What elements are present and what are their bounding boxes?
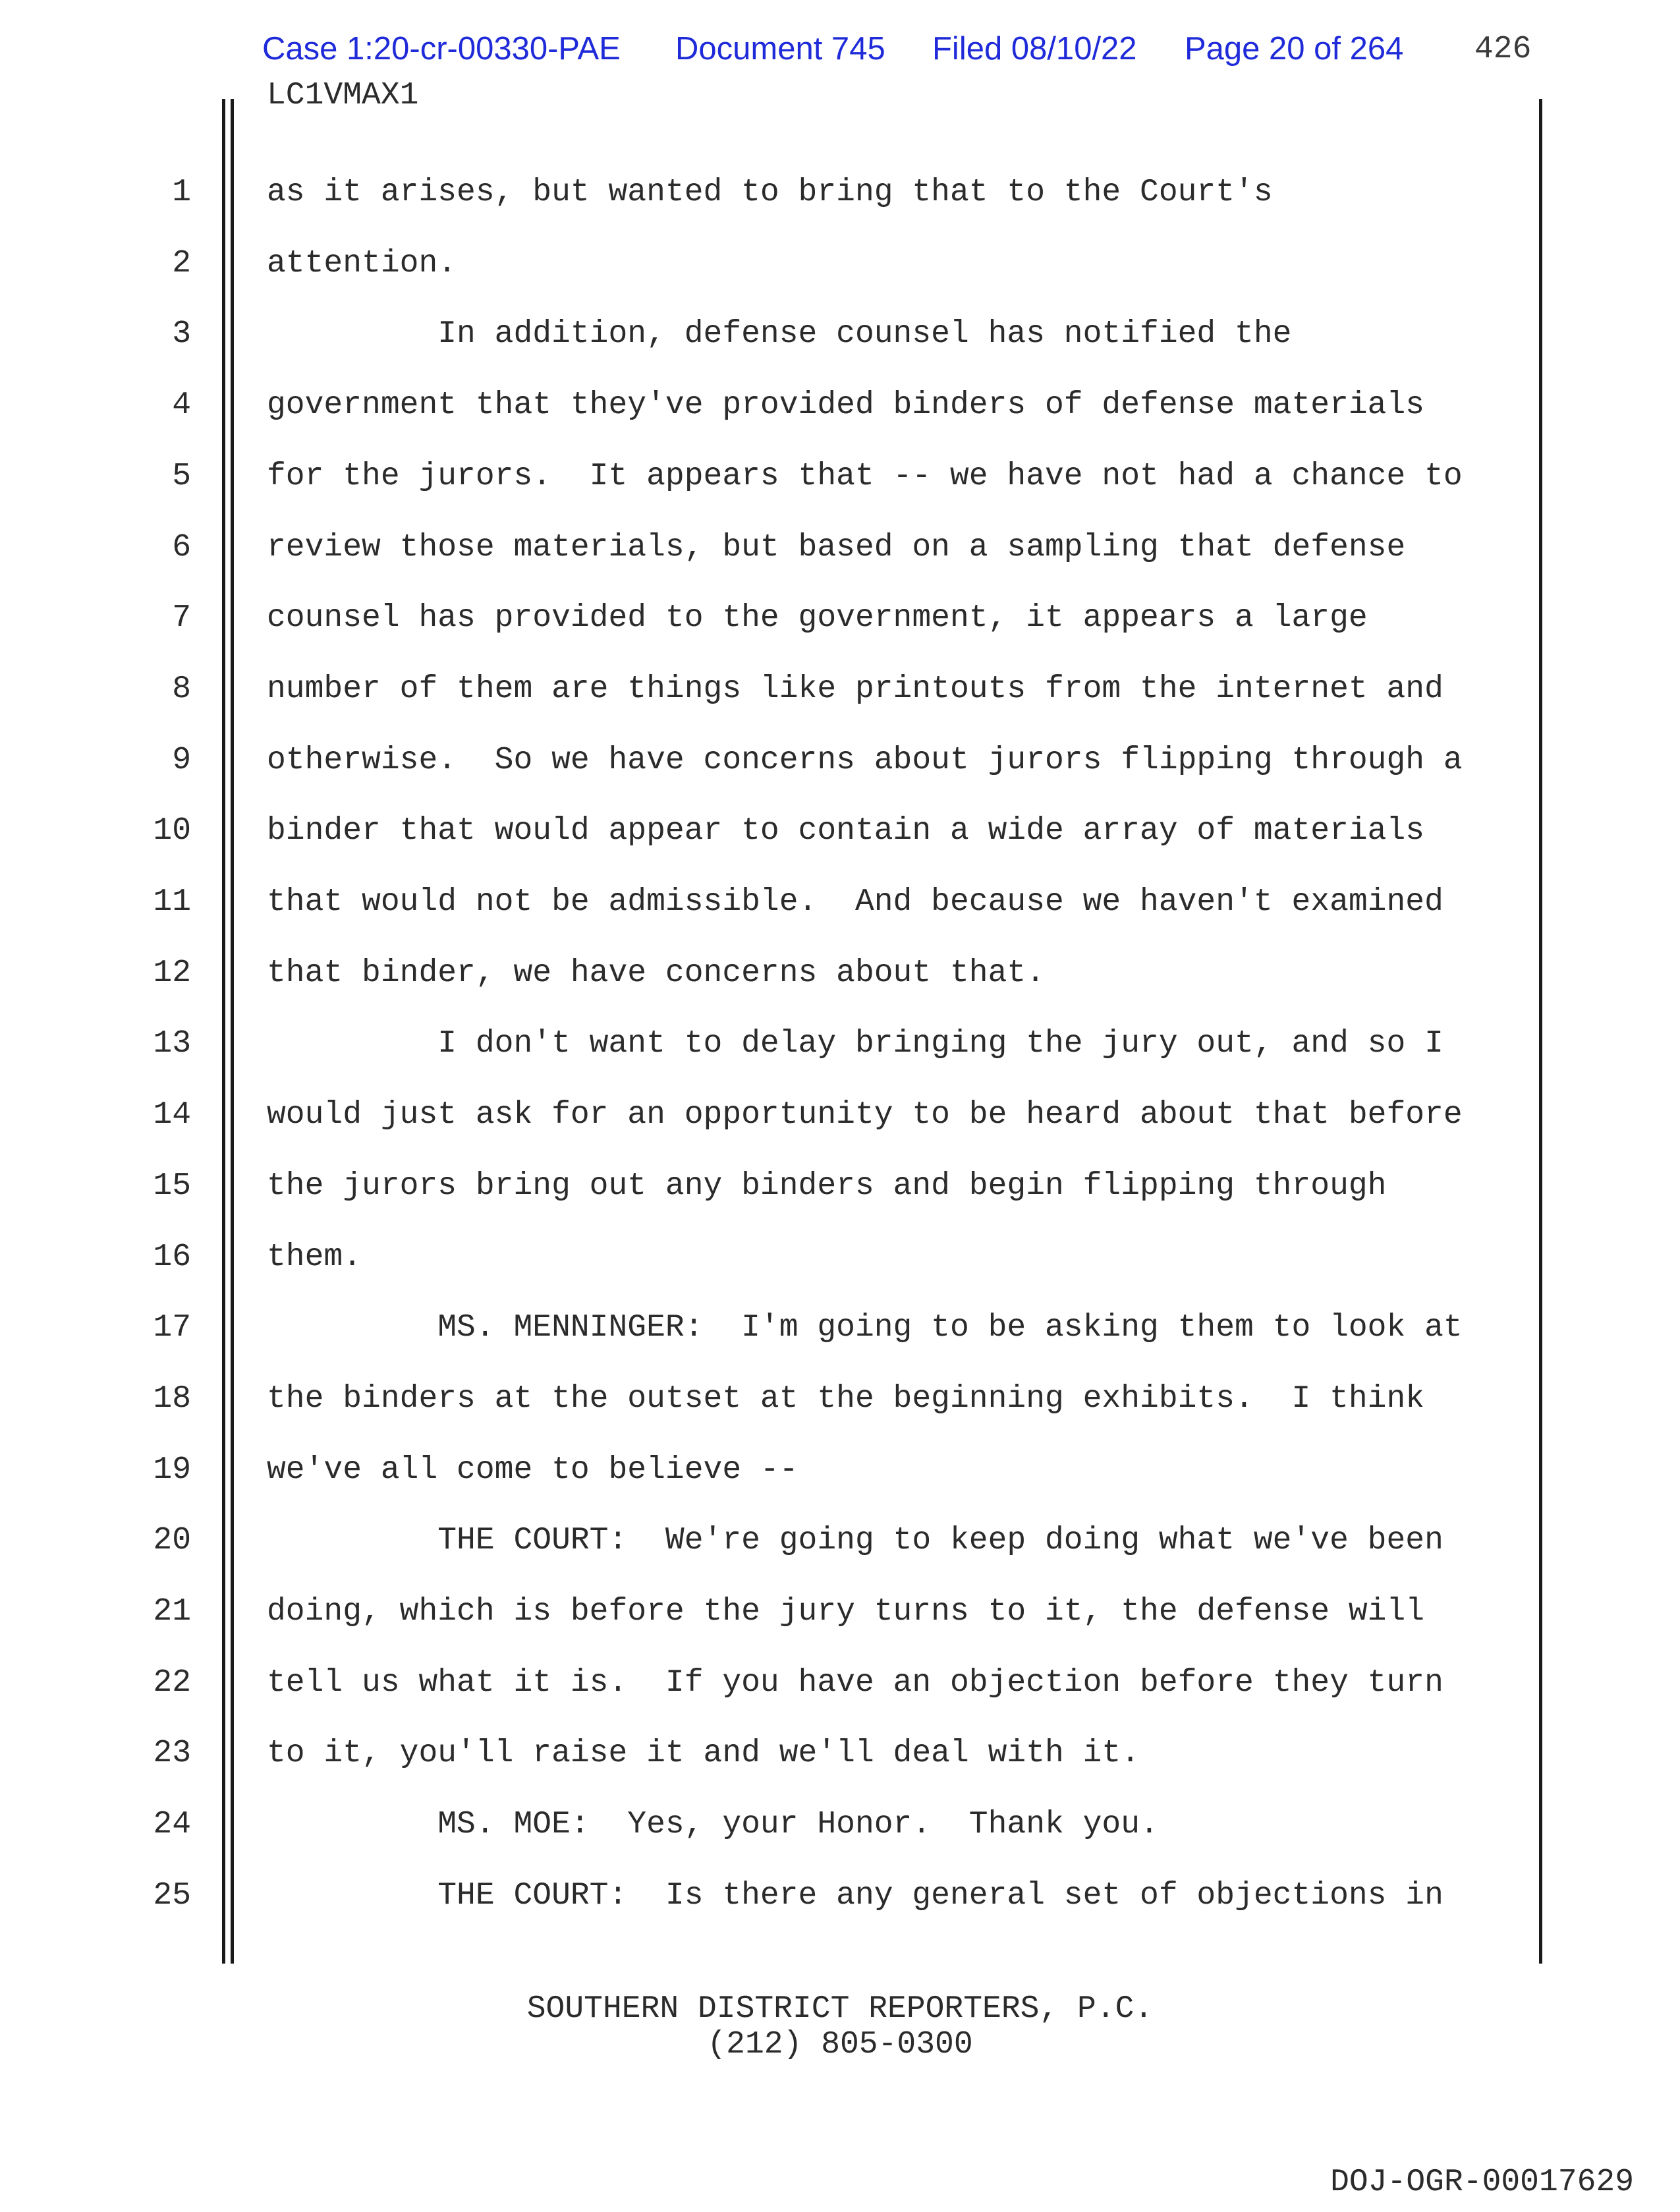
line-text: would just ask for an opportunity to be heard about that before [267, 1097, 1463, 1133]
reporter-phone: (212) 805-0300 [707, 2027, 973, 2062]
line-text: we've all come to believe -- [267, 1452, 798, 1488]
line-number: 1 [172, 175, 191, 210]
line-text: MS. MOE: Yes, your Honor. Thank you. [267, 1807, 1159, 1842]
line-number: 3 [172, 316, 191, 352]
page-count-link[interactable]: Page 20 of 264 [1185, 31, 1404, 67]
left-margin-rule-inner [231, 99, 234, 1964]
line-text: THE COURT: Is there any general set of objections in [267, 1878, 1443, 1914]
line-text: as it arises, but wanted to bring that to the Court's [267, 175, 1273, 210]
line-text: number of them are things like printouts from the internet and [267, 671, 1443, 707]
case-number-link[interactable]: Case 1:20-cr-00330-PAE [262, 31, 621, 67]
line-text: that would not be admissible. And because we haven't examined [267, 884, 1443, 920]
line-text: doing, which is before the jury turns to it, the defense will [267, 1594, 1425, 1630]
line-text: tell us what it is. If you have an objection before they turn [267, 1665, 1443, 1701]
line-text: otherwise. So we have concerns about jurors flipping through a [267, 743, 1463, 778]
line-text: attention. [267, 246, 457, 281]
line-number: 4 [172, 387, 191, 423]
line-number: 2 [172, 246, 191, 281]
right-margin-rule [1539, 99, 1542, 1964]
line-text: In addition, defense counsel has notified the [267, 316, 1292, 352]
line-number: 17 [153, 1310, 191, 1346]
reporter-name: SOUTHERN DISTRICT REPORTERS, P.C. [526, 1991, 1154, 2027]
line-number: 16 [153, 1239, 191, 1275]
line-text: I don't want to delay bringing the jury out, and so I [267, 1026, 1443, 1062]
transcript-page-number: 426 [1474, 32, 1532, 67]
line-number: 10 [153, 813, 191, 849]
line-text: MS. MENNINGER: I'm going to be asking them to look at [267, 1310, 1463, 1346]
line-number: 23 [153, 1736, 191, 1771]
line-number: 20 [153, 1523, 191, 1558]
line-text: binder that would appear to contain a wide array of materials [267, 813, 1425, 849]
left-margin-rule-outer [222, 99, 225, 1964]
document-number-link[interactable]: Document 745 [675, 31, 885, 67]
line-number: 21 [153, 1594, 191, 1630]
line-text: THE COURT: We're going to keep doing what we've been [267, 1523, 1443, 1558]
line-number: 7 [172, 600, 191, 636]
line-number: 13 [153, 1026, 191, 1062]
line-text: the binders at the outset at the beginning exhibits. I think [267, 1381, 1425, 1417]
bates-number: DOJ-OGR-00017629 [1330, 2165, 1634, 2200]
line-number: 6 [172, 530, 191, 565]
line-text: the jurors bring out any binders and begin flipping through [267, 1168, 1387, 1204]
line-text: counsel has provided to the government, it appears a large [267, 600, 1368, 636]
line-number: 24 [153, 1807, 191, 1842]
line-text: them. [267, 1239, 362, 1275]
line-number: 11 [153, 884, 191, 920]
line-text: government that they've provided binders of defense materials [267, 387, 1425, 423]
line-text: for the jurors. It appears that -- we have not had a chance to [267, 459, 1463, 494]
line-number: 25 [153, 1878, 191, 1914]
line-number: 18 [153, 1381, 191, 1417]
line-number: 22 [153, 1665, 191, 1701]
line-number: 19 [153, 1452, 191, 1488]
line-number: 15 [153, 1168, 191, 1204]
line-number: 12 [153, 955, 191, 991]
transcript-code: LC1VMAX1 [267, 78, 419, 113]
line-text: review those materials, but based on a sampling that defense [267, 530, 1406, 565]
filed-date-link[interactable]: Filed 08/10/22 [932, 31, 1137, 67]
line-number: 5 [172, 459, 191, 494]
line-text: to it, you'll raise it and we'll deal with it. [267, 1736, 1140, 1771]
line-number: 9 [172, 743, 191, 778]
line-number: 14 [153, 1097, 191, 1133]
line-number: 8 [172, 671, 191, 707]
line-text: that binder, we have concerns about that. [267, 955, 1045, 991]
